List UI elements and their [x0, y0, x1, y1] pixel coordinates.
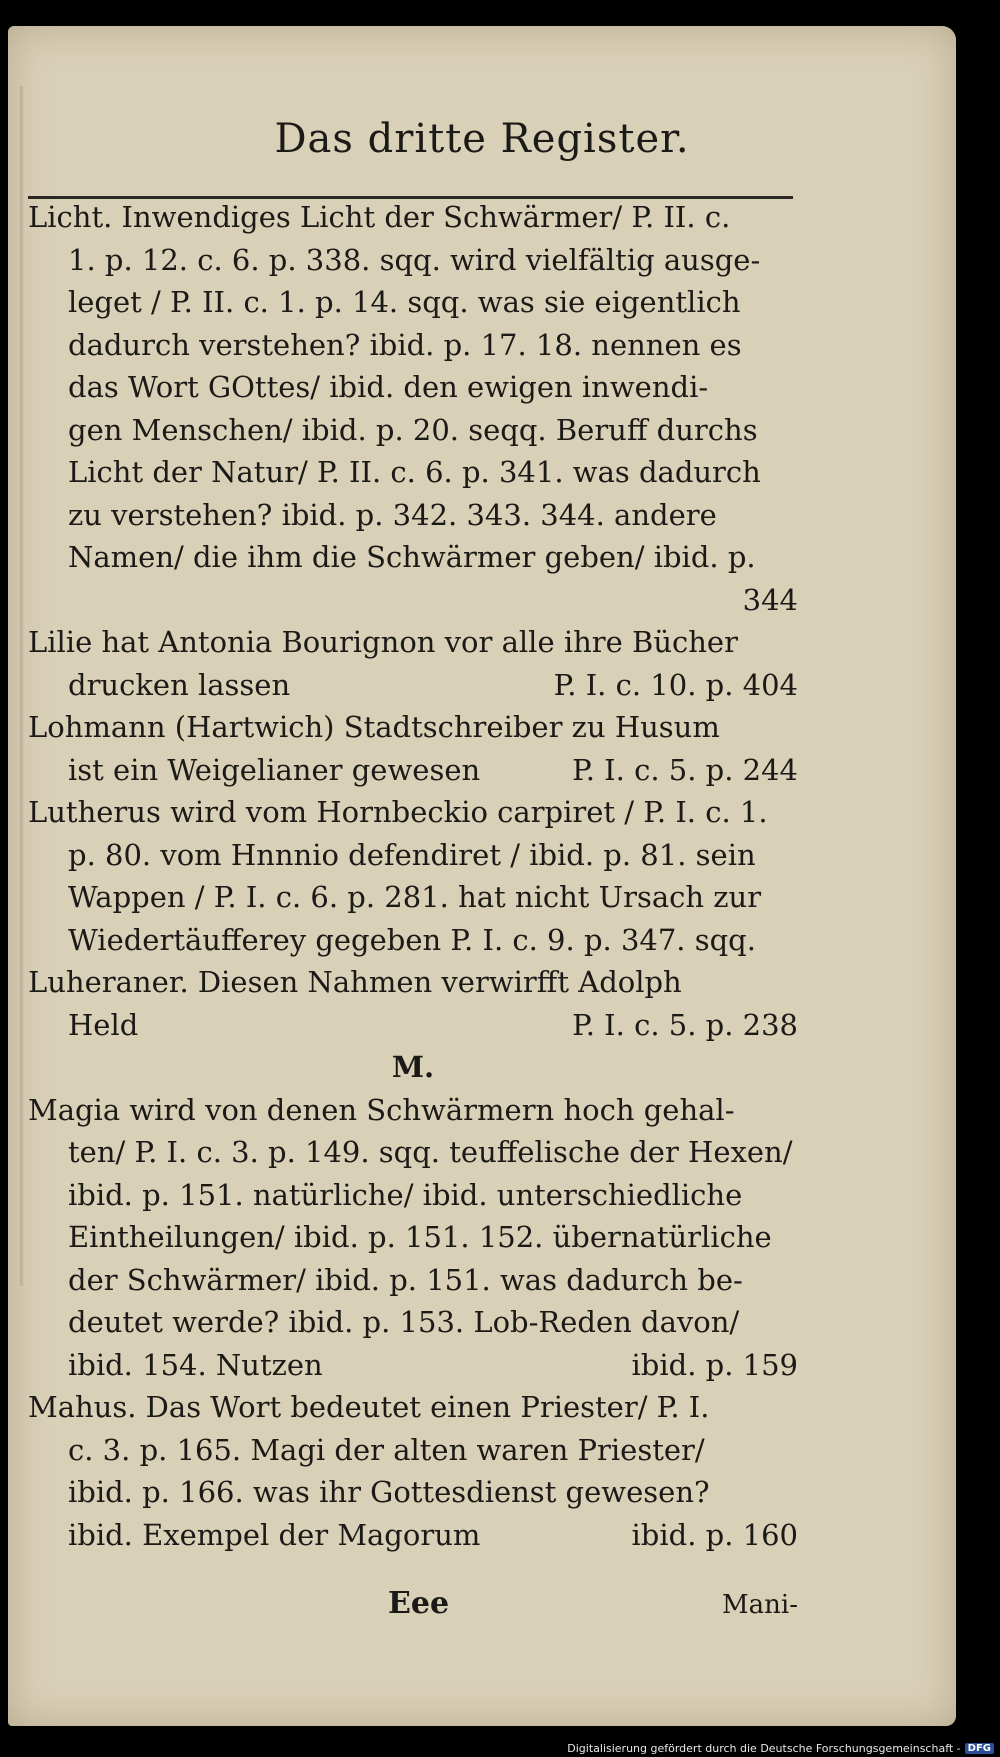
entry-line: ibid. p. 166. was ihr Gottesdienst gewesen? — [68, 1475, 710, 1509]
entry-ref: P. I. c. 5. p. 244 — [572, 752, 798, 787]
entry-line: zu verstehen? ibid. p. 342. 343. 344. andere — [68, 497, 717, 532]
entry-line: das Wort GOttes/ ibid. den ewigen inwendi- — [68, 370, 709, 404]
entry-line: Luheraner. Diesen Nahmen verwirfft Adolph — [28, 965, 682, 999]
entry-lohmann — [28, 706, 798, 791]
page-title: Das dritte Register. — [274, 116, 690, 162]
catchword: Mani- — [722, 1590, 798, 1620]
entry-last-line — [28, 1004, 798, 1047]
entry-line: Mahus. Das Wort bedeutet einen Priester/ P. I. — [28, 1390, 710, 1424]
entry-mahus — [28, 1386, 798, 1556]
entry-ref: ibid. p. 160 — [631, 1517, 798, 1552]
entry-text: drucken lassen — [68, 667, 291, 702]
entry-licht — [28, 196, 798, 621]
entry-last-line — [28, 1514, 798, 1557]
book-page — [8, 26, 956, 1726]
entry-text: ibid. Exempel der Magorum — [68, 1517, 481, 1552]
entry-line: ibid. p. 151. natürliche/ ibid. unterschiedliche — [68, 1177, 743, 1212]
entry-line: dadurch verstehen? ibid. p. 17. 18. nennen es — [68, 327, 742, 362]
entry-magia — [28, 1089, 798, 1387]
entry-line: leget / P. II. c. 1. p. 14. sqq. was sie eigentlich — [68, 285, 741, 319]
credit-text: Digitalisierung gefördert durch die Deutsche Forschungsgemeinschaft - — [567, 1742, 961, 1755]
entry-line: Licht der Natur/ P. II. c. 6. p. 341. was dadurch — [68, 455, 761, 489]
entry-ref: P. I. c. 10. p. 404 — [553, 667, 798, 702]
entry-text: ibid. 154. Nutzen — [68, 1347, 323, 1382]
entry-line: Wappen / P. I. c. 6. p. 281. hat nicht Ursach zur — [68, 880, 762, 914]
digitization-credit — [567, 1742, 994, 1755]
entry-line: c. 3. p. 165. Magi der alten waren Priester/ — [68, 1432, 705, 1467]
entry-line: Eintheilungen/ ibid. p. 151. 152. übernatürliche — [68, 1220, 772, 1254]
entry-line: Lutherus wird vom Hornbeckio carpiret / P. I. c. 1. — [28, 795, 768, 829]
entry-text: ist ein Weigelianer gewesen — [68, 752, 481, 787]
entry-last-line — [28, 1344, 798, 1387]
signature-mark: Eee — [388, 1586, 450, 1621]
entry-lilie — [28, 621, 798, 706]
entry-line: 1. p. 12. c. 6. p. 338. sqq. wird vielfältig ausge- — [68, 242, 761, 277]
entry-ref: ibid. p. 159 — [631, 1347, 798, 1382]
entry-line: gen Menschen/ ibid. p. 20. seqq. Beruff durchs — [68, 412, 758, 447]
entry-line: deutet werde? ibid. p. 153. Lob-Reden davon/ — [68, 1305, 740, 1339]
entry-line: Licht. Inwendiges Licht der Schwärmer/ P. II. c. — [28, 200, 731, 234]
entry-ref: P. I. c. 5. p. 238 — [572, 1007, 798, 1042]
entry-last-line — [28, 749, 798, 792]
dfg-logo-icon: DFG — [965, 1743, 994, 1754]
entry-luheraner — [28, 961, 798, 1046]
entry-text: Held — [68, 1007, 139, 1042]
entry-line: Magia wird von denen Schwärmern hoch gehal- — [28, 1092, 735, 1127]
entry-lutherus — [28, 791, 798, 961]
entry-line: Namen/ die ihm die Schwärmer geben/ ibid. p. — [68, 540, 756, 574]
entry-line: Lilie hat Antonia Bourignon vor alle ihre Bücher — [28, 625, 738, 659]
register-text — [28, 196, 798, 1556]
entry-last-line — [28, 664, 798, 707]
entry-trail-ref: 344 — [742, 582, 798, 617]
entry-line: ten/ P. I. c. 3. p. 149. sqq. teuffelische der Hexen/ — [68, 1135, 793, 1169]
page-footer — [28, 1586, 798, 1621]
entry-line: p. 80. vom Hnnnio defendiret / ibid. p. 81. sein — [68, 837, 756, 872]
entry-line: Lohmann (Hartwich) Stadtschreiber zu Husum — [28, 710, 720, 744]
section-letter: M. — [391, 1050, 435, 1084]
entry-line: der Schwärmer/ ibid. p. 151. was dadurch be- — [68, 1262, 743, 1297]
entry-line: Wiedertäufferey gegeben P. I. c. 9. p. 347. sqq. — [68, 922, 756, 957]
page-gutter — [20, 86, 26, 1286]
